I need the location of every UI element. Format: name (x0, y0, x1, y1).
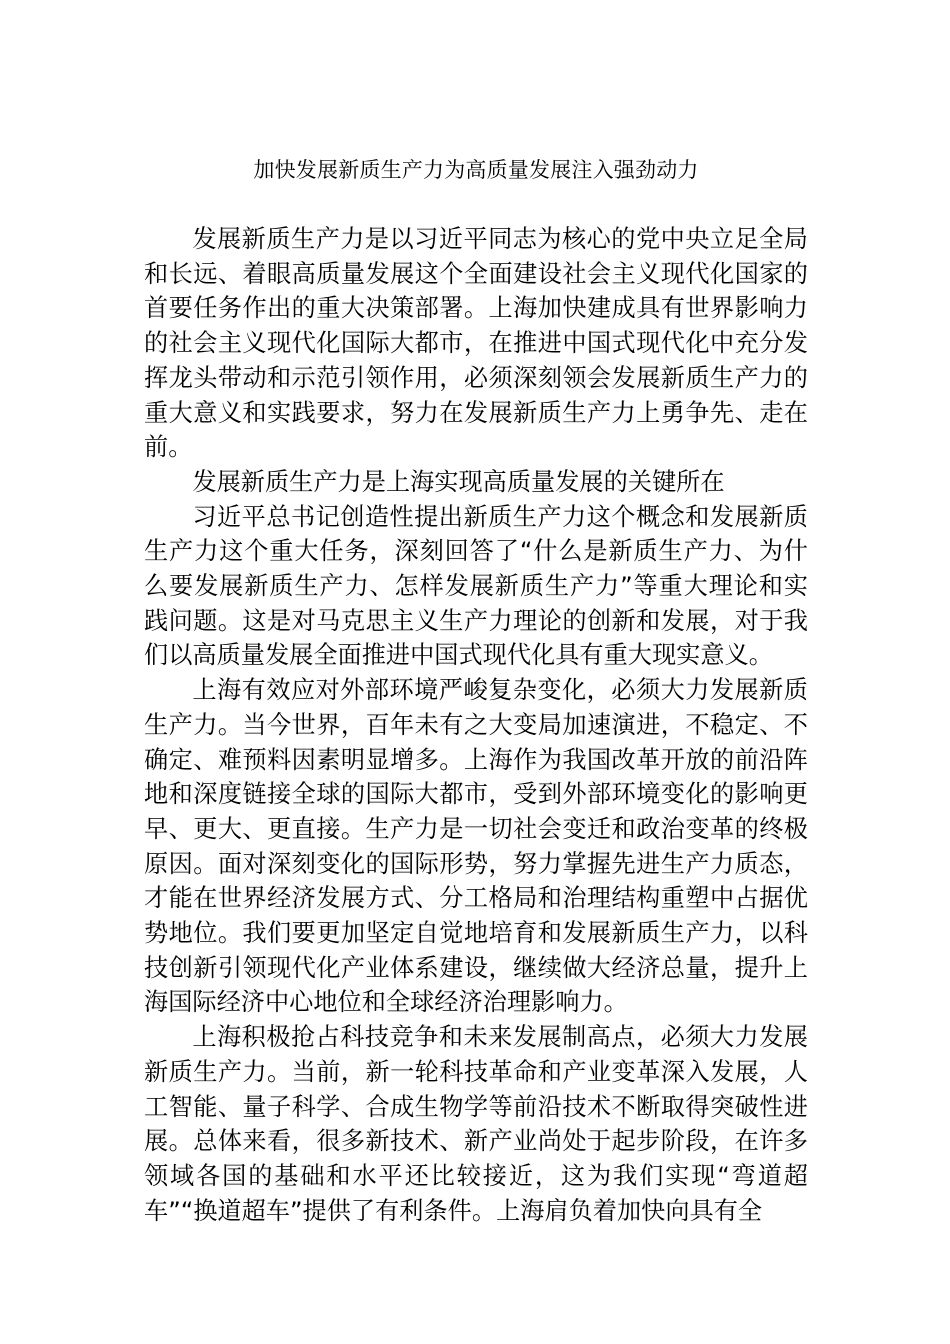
paragraph: 上海有效应对外部环境严峻复杂变化，必须大力发展新质生产力。当今世界，百年未有之大变局加速演进，不稳定、不确定、难预料因素明显增多。上海作为我国改革开放的前沿阵地和深度链接全球的国际大都市，受到外部环境变化的影响更早、更大、更直接。生产力是一切社会变迁和政治变革的终极原因。面对深刻变化的国际形势，努力掌握先进生产力质态，才能在世界经济发展方式、分工格局和治理结构重塑中占据优势地位。我们要更加坚定自觉地培育和发展新质生产力，以科技创新引领现代化产业体系建设，继续做大经济总量，提升上海国际经济中心地位和全球经济治理影响力。 (144, 676, 808, 1017)
paragraph: 习近平总书记创造性提出新质生产力这个概念和发展新质生产力这个重大任务，深刻回答了“什么是新质生产力、为什么要发展新质生产力、怎样发展新质生产力”等重大理论和实践问题。这是对马克思主义生产力理论的创新和发展，对于我们以高质量发展全面推进中国式现代化具有重大现实意义。 (144, 502, 808, 670)
section-heading: 发展新质生产力是上海实现高质量发展的关键所在 (192, 467, 725, 496)
document-body (144, 222, 808, 1228)
paragraph: 发展新质生产力是以习近平同志为核心的党中央立足全局和长远、着眼高质量发展这个全面建设社会主义现代化国家的首要任务作出的重大决策部署。上海加快建成具有世界影响力的社会主义现代化国际大都市，在推进中国式现代化中充分发挥龙头带动和示范引领作用，必须深刻领会发展新质生产力的重大意义和实践要求，努力在发展新质生产力上勇争先、走在前。 (144, 225, 808, 462)
paragraph: 上海积极抢占科技竞争和未来发展制高点，必须大力发展新质生产力。当前，新一轮科技革命和产业变革深入发展，人工智能、量子科学、合成生物学等前沿技术不断取得突破性进展。总体来看，很多新技术、新产业尚处于起步阶段，在许多领域各国的基础和水平还比较接近，这为我们实现“弯道超车”“换道超车”提供了有利条件。上海肩负着加快向具有全 (144, 1023, 808, 1225)
document-title: 加快发展新质生产力为高质量发展注入强劲动力 (253, 158, 699, 182)
